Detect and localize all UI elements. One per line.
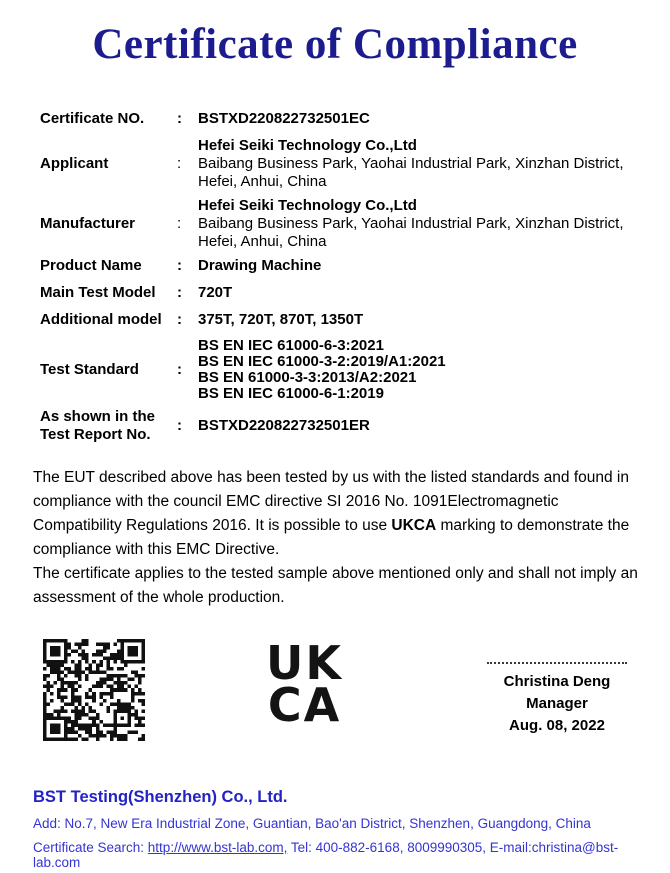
test-standard-line: BS EN IEC 61000-3-2:2019/A1:2021 xyxy=(198,353,446,370)
additional-model-label: Additional model xyxy=(40,311,162,328)
signatory-name: Christina Deng xyxy=(503,673,611,690)
ukca-line1: UK xyxy=(266,636,343,690)
certificate-title: Certificate of Compliance xyxy=(92,21,578,68)
footer-company-name: BST Testing(Shenzhen) Co., Ltd. xyxy=(33,788,288,806)
compliance-statement xyxy=(33,466,647,610)
qr-code-icon xyxy=(43,639,145,741)
ukca-line2: CA xyxy=(267,678,342,732)
ukca-mark-icon xyxy=(266,636,343,732)
applicant-value xyxy=(198,137,642,191)
test-report-no-label-line2: Test Report No. xyxy=(40,426,151,443)
test-standard-line: BS EN IEC 61000-6-3:2021 xyxy=(198,337,384,354)
test-standard-line: BS EN IEC 61000-6-1:2019 xyxy=(198,385,384,402)
footer-contact-details: Tel: 400-882-6168, 8009990305, E-mail:christina@bst-lab.com xyxy=(33,840,619,870)
colon-separator: : xyxy=(177,311,182,328)
product-name-value: Drawing Machine xyxy=(198,257,322,274)
colon-separator: : xyxy=(177,257,182,274)
applicant-address-line1: Baibang Business Park, Yaohai Industrial Park, Xinzhan District, xyxy=(198,155,624,172)
colon-separator: : xyxy=(177,215,182,232)
footer xyxy=(33,788,655,870)
statement-text: marking to demonstrate the compliance with this EMC Directive. xyxy=(33,517,630,558)
test-report-no-label-line1: As shown in the xyxy=(40,408,156,425)
colon-separator: : xyxy=(177,417,182,434)
manufacturer-company: Hefei Seiki Technology Co.,Ltd xyxy=(198,197,417,214)
statement-paragraph2: The certificate applies to the tested sample above mentioned only and shall not imply an assessment of the whole production. xyxy=(33,565,638,606)
test-standard-label: Test Standard xyxy=(40,361,139,378)
manufacturer-label: Manufacturer xyxy=(40,215,136,232)
statement-text: The EUT described above has been tested by us with the listed standards and found in compliance with the council EMC directive SI 2016 No. 1091Electromagnetic Compatibility Regulations 2016. It is possible to use xyxy=(33,469,629,534)
colon-separator: : xyxy=(177,361,182,378)
footer-contact-line xyxy=(33,840,655,870)
field-row-test-standard xyxy=(40,338,642,402)
signature-dotted-line xyxy=(487,662,627,664)
certificate-no-label: Certificate NO. xyxy=(40,110,145,127)
certificate-fields xyxy=(40,110,642,444)
main-test-model-label: Main Test Model xyxy=(40,284,156,301)
footer-address: Add: No.7, New Era Industrial Zone, Guantian, Bao'an District, Shenzhen, Guangdong, China xyxy=(33,816,591,831)
field-row-product-name xyxy=(40,257,642,275)
statement-ukca-bold: UKCA xyxy=(391,517,437,534)
certificate-search-link[interactable]: http://www.bst-lab.com, xyxy=(147,840,288,855)
applicant-address-line2: Hefei, Anhui, China xyxy=(198,173,327,190)
test-report-no-value: BSTXD220822732501ER xyxy=(198,417,370,434)
field-row-test-report-no xyxy=(40,408,642,444)
signature-date: Aug. 08, 2022 xyxy=(509,717,605,734)
signatory-role: Manager xyxy=(526,695,588,712)
additional-model-value: 375T, 720T, 870T, 1350T xyxy=(198,311,364,328)
colon-separator: : xyxy=(177,284,182,301)
field-row-applicant xyxy=(40,137,642,191)
colon-separator: : xyxy=(177,110,182,127)
test-standard-value xyxy=(198,338,642,402)
field-row-main-test-model xyxy=(40,284,642,302)
test-report-no-label xyxy=(40,408,177,444)
certificate-page xyxy=(0,20,670,873)
main-test-model-value: 720T xyxy=(198,284,233,301)
stamp-row xyxy=(43,636,642,741)
certificate-search-label: Certificate Search: xyxy=(33,840,148,855)
colon-separator: : xyxy=(177,155,182,172)
field-row-additional-model xyxy=(40,311,642,329)
signature-block xyxy=(472,636,642,737)
certificate-no-value: BSTXD220822732501EC xyxy=(198,110,370,127)
field-row-certificate-no xyxy=(40,110,642,128)
applicant-label: Applicant xyxy=(40,155,109,172)
product-name-label: Product Name xyxy=(40,257,142,274)
manufacturer-value xyxy=(198,197,642,251)
manufacturer-address-line1: Baibang Business Park, Yaohai Industrial Park, Xinzhan District, xyxy=(198,215,624,232)
test-standard-line: BS EN 61000-3-3:2013/A2:2021 xyxy=(198,369,417,386)
manufacturer-address-line2: Hefei, Anhui, China xyxy=(198,233,327,250)
applicant-company: Hefei Seiki Technology Co.,Ltd xyxy=(198,137,417,154)
field-row-manufacturer xyxy=(40,197,642,251)
